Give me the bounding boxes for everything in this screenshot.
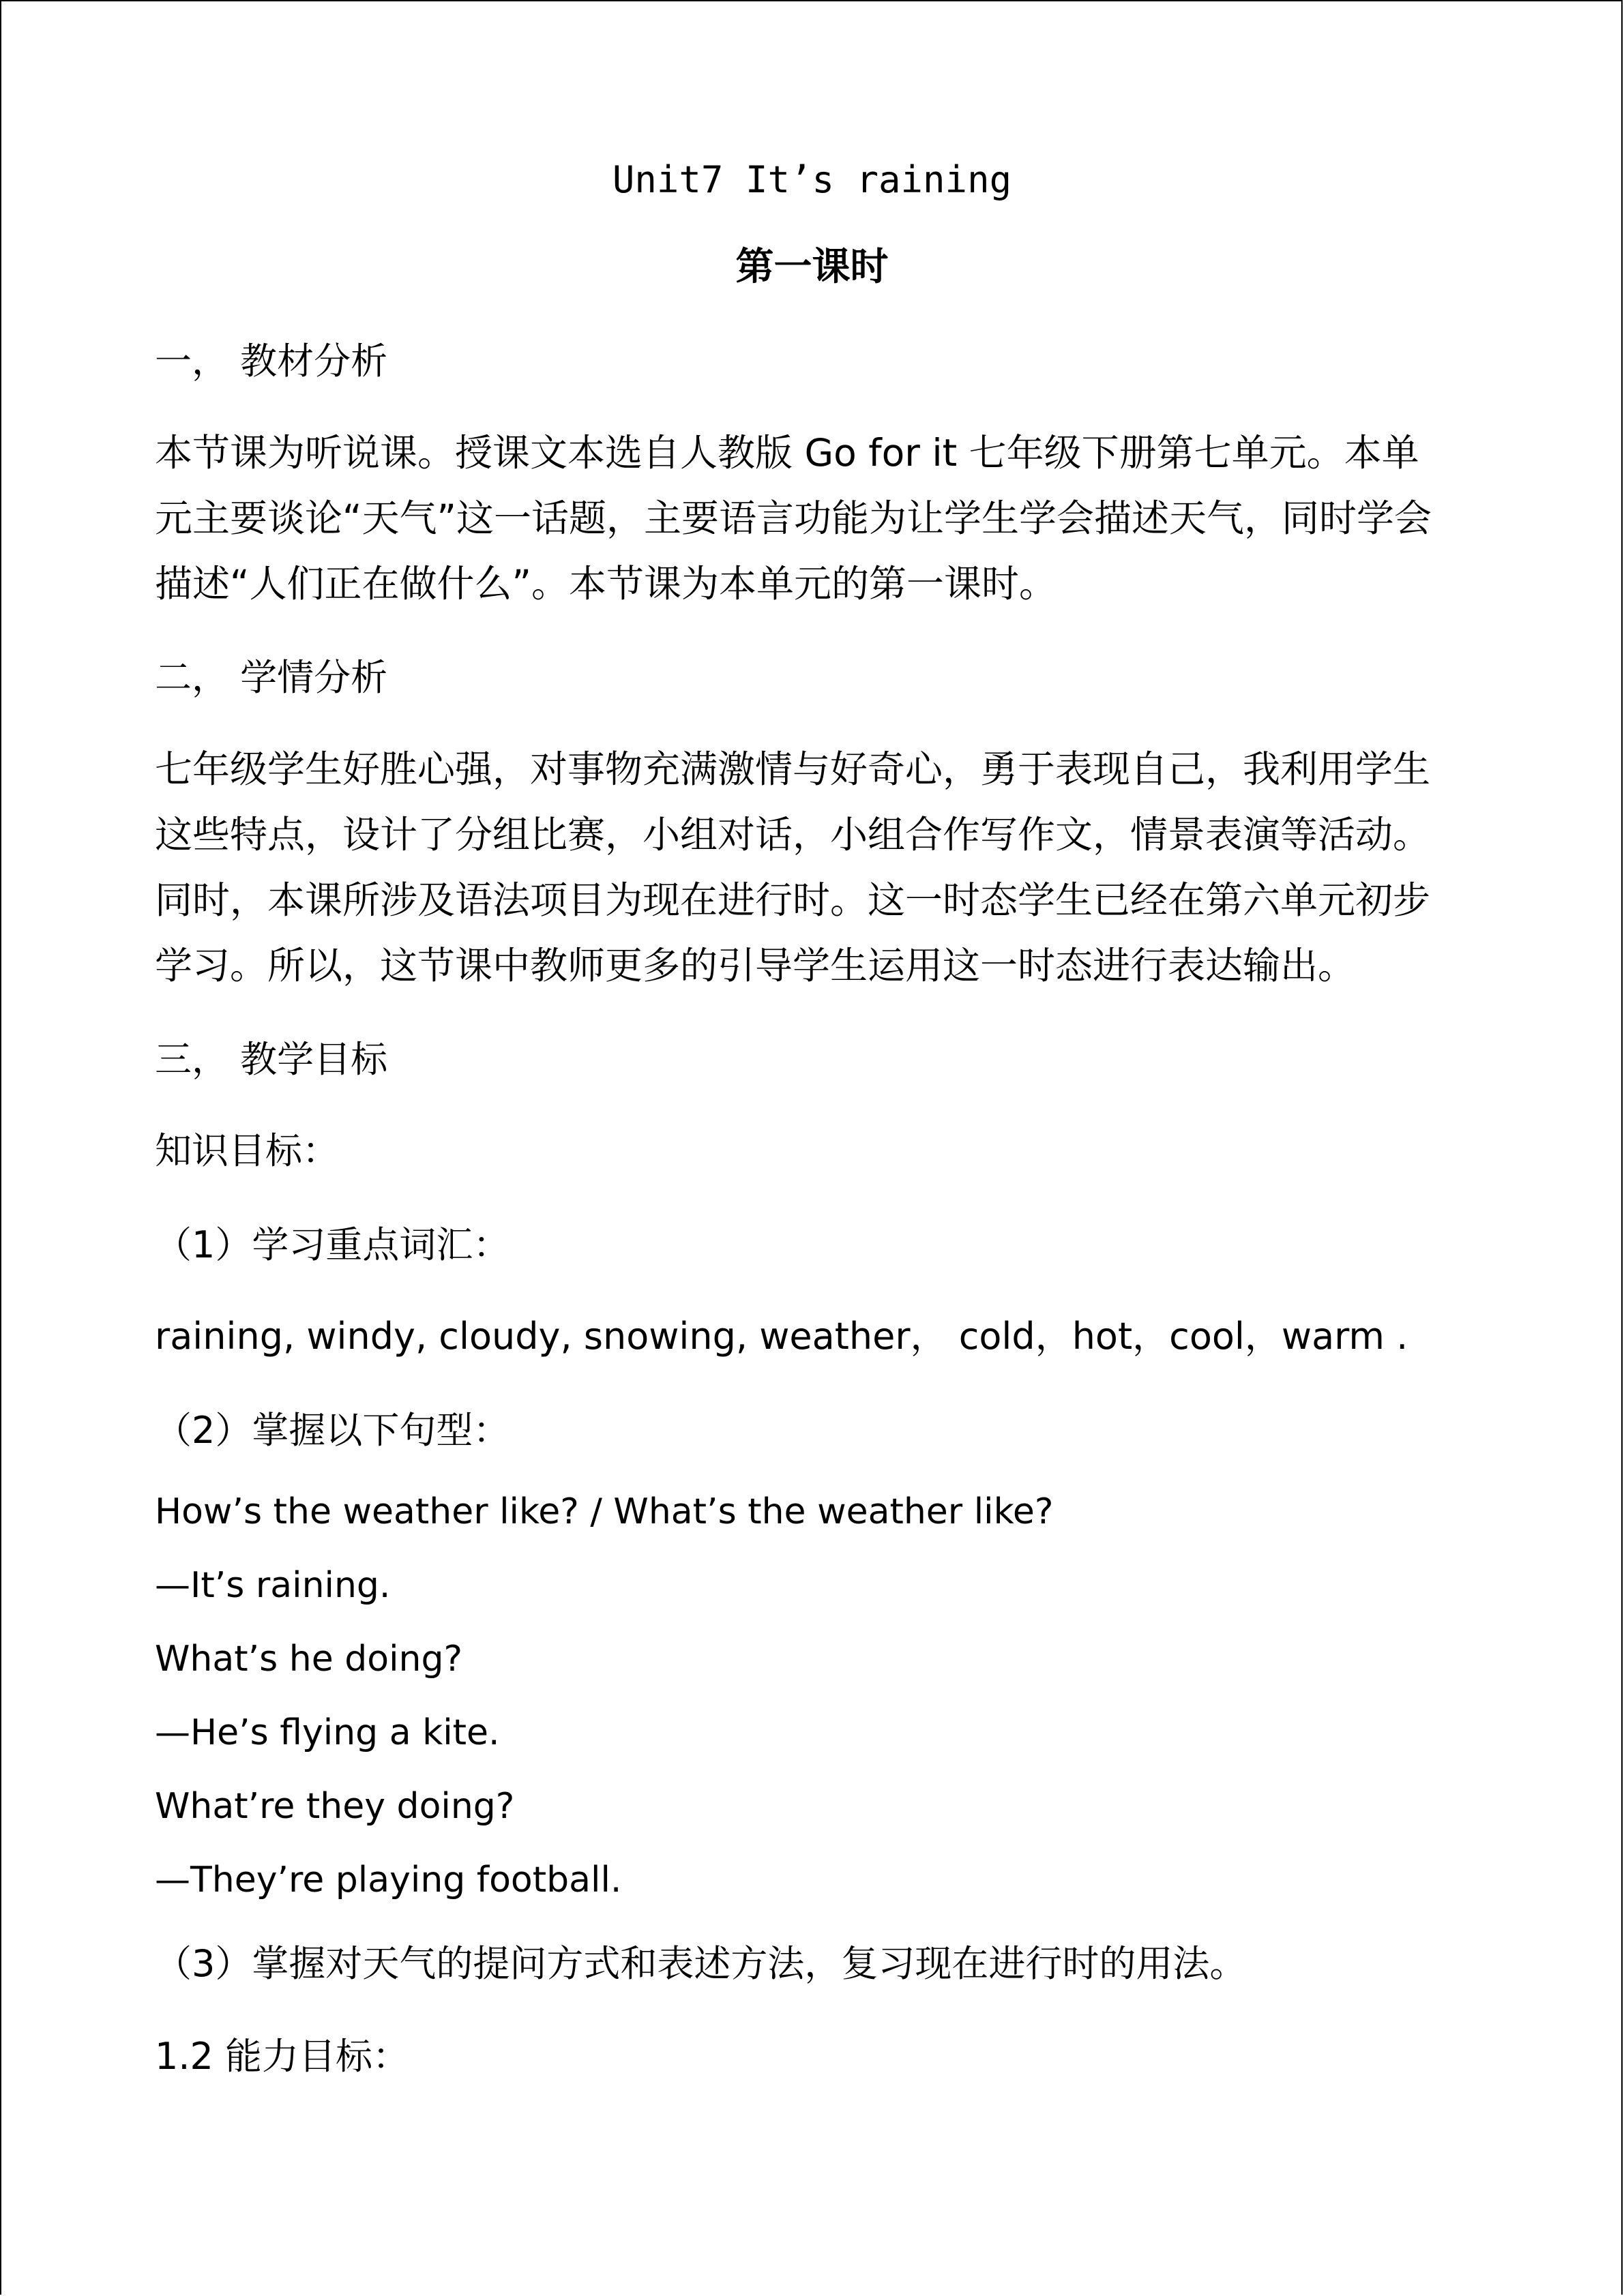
goal-item-2: （2）掌握以下句型： — [155, 1409, 510, 1452]
goal-item-3: （3）掌握对天气的提问方式和表述方法，复习现在进行时的用法。 — [155, 1942, 1247, 1985]
paragraph-line: 七年级学生好胜心强，对事物充满激情与好奇心，勇于表现自己，我利用学生 — [155, 747, 1431, 791]
paragraph-line: 本节课为听说课。授课文本选自人教版 Go for it 七年级下册第七单元。本单 — [155, 431, 1419, 475]
sentence-pattern: —It’s raining. — [155, 1565, 391, 1606]
section-heading-textbook-analysis: 一， 教材分析 — [155, 340, 388, 383]
sentence-pattern: —He’s flying a kite. — [155, 1712, 500, 1753]
sentence-pattern: —They’re playing football. — [155, 1860, 622, 1900]
paragraph-line: 元主要谈论“天气”这一话题，主要语言功能为让学生学会描述天气，同时学会 — [155, 496, 1432, 540]
knowledge-goal-label: 知识目标： — [155, 1129, 339, 1172]
paragraph-line: 描述“人们正在做什么”。本节课为本单元的第一课时。 — [155, 562, 1057, 606]
section-heading-teaching-goals: 三， 教学目标 — [155, 1038, 388, 1081]
vocabulary-list: raining, windy, cloudy, snowing, weather， cold，hot，cool，warm . — [155, 1315, 1408, 1358]
sentence-pattern: How’s the weather like? / What’s the weather like? — [155, 1491, 1054, 1532]
paragraph-line: 学习。所以，这节课中教师更多的引导学生运用这一时态进行表达输出。 — [155, 944, 1356, 987]
sentence-pattern: What’re they doing? — [155, 1786, 515, 1827]
sentence-pattern: What’s he doing? — [155, 1639, 463, 1680]
goal-item-1: （1）学习重点词汇： — [155, 1223, 510, 1266]
ability-goal-label: 1.2 能力目标： — [155, 2035, 410, 2078]
paragraph-line: 这些特点，设计了分组比赛，小组对话，小组合作写作文，情景表演等活动。 — [155, 813, 1431, 856]
paragraph-line: 同时，本课所涉及语法项目为现在进行时。这一时态学生已经在第六单元初步 — [155, 878, 1431, 922]
document-title: Unit7 It’s raining — [612, 158, 1012, 201]
document-subtitle: 第一课时 — [735, 245, 889, 289]
section-heading-student-analysis: 二， 学情分析 — [155, 656, 388, 699]
